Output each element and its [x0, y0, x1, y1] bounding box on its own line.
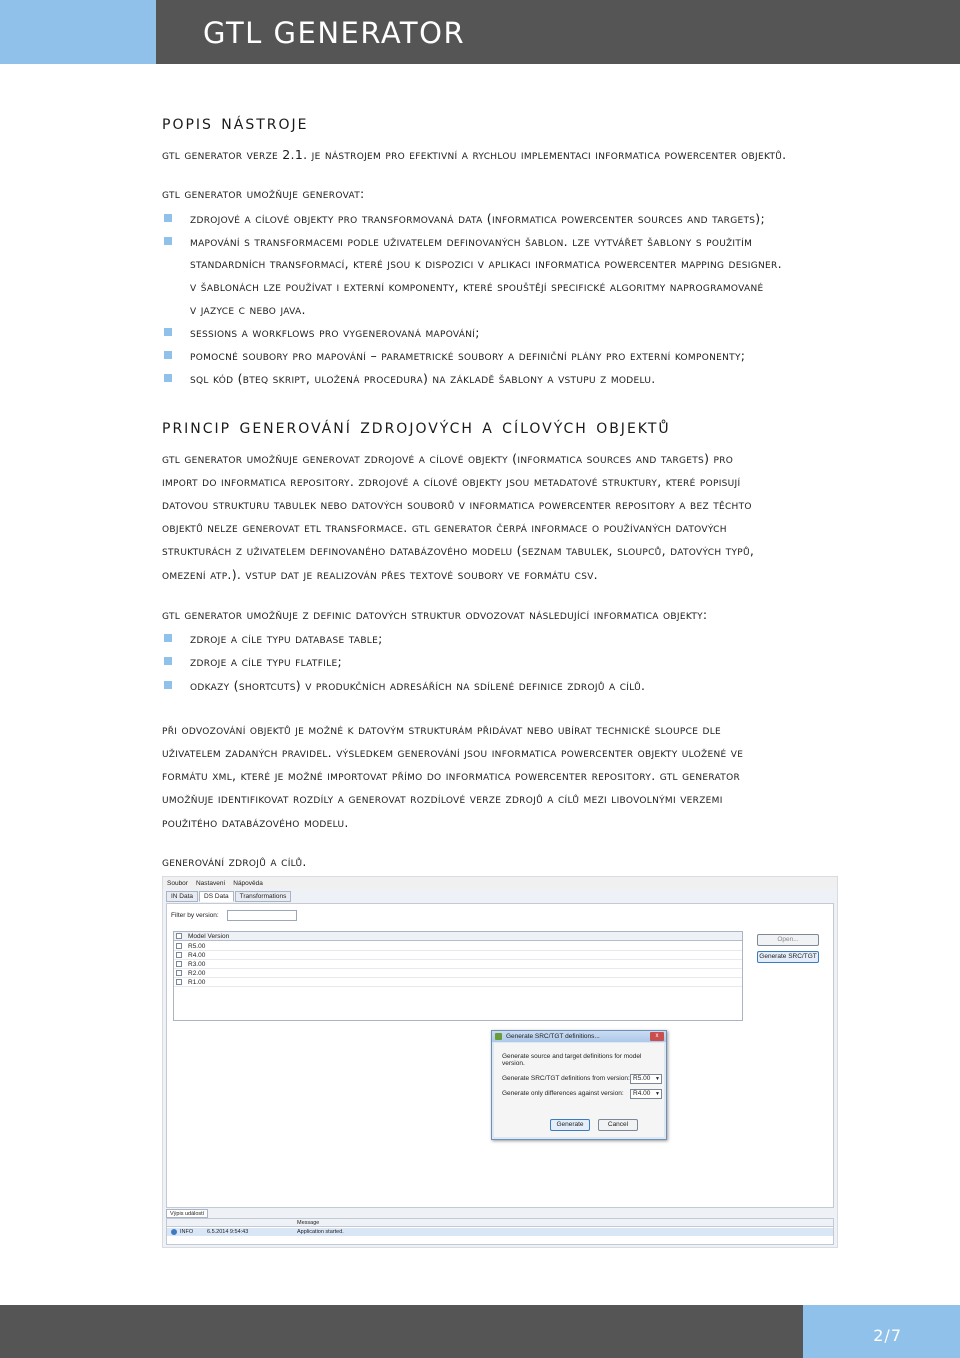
paragraph-line: datovou strukturu tabulek nebo datových souborů v informatica powercenter repository a bez těchto: [162, 497, 752, 512]
paragraph-line: import do informatica repository. zdrojové a cílové objekty jsou metadatové struktury, které popisují: [162, 474, 741, 489]
paragraph-line: omezení atp.). vstup dat je realizován přes textové soubory ve formátu csv.: [162, 567, 598, 582]
tab-strip: [166, 891, 291, 902]
chevron-down-icon: ▼: [655, 1091, 660, 1097]
paragraph-line: použitého databázového modelu.: [162, 815, 349, 830]
grid-header: [174, 932, 742, 941]
table-row[interactable]: R3.00: [174, 960, 742, 969]
tab-transformations[interactable]: Transformations: [235, 891, 292, 902]
menu-item-napoveda[interactable]: Nápověda: [233, 879, 263, 887]
ds-data-panel: [166, 903, 834, 1208]
diff-version-select[interactable]: R4.00 ▼: [630, 1089, 662, 1099]
from-version-select[interactable]: R5.00 ▼: [630, 1074, 662, 1084]
menu-bar: [163, 877, 837, 889]
info-icon: [171, 1229, 177, 1235]
menu-item-nastaveni[interactable]: Nastavení: [195, 879, 226, 887]
event-log-table: [166, 1218, 834, 1245]
chevron-down-icon: ▼: [655, 1076, 660, 1082]
table-row[interactable]: R1.00: [174, 978, 742, 987]
diff-version-label: Generate only differences against version:: [502, 1090, 624, 1097]
app-icon: [495, 1033, 502, 1040]
row-checkbox[interactable]: [176, 961, 182, 967]
generate-src-tgt-button[interactable]: Generate SRC/TGT: [757, 951, 819, 963]
header-accent: [0, 0, 156, 64]
table-row[interactable]: INFO 6.5.2014 9:54:43 Application started.: [167, 1228, 833, 1236]
dialog-body: [494, 1043, 664, 1137]
row-checkbox[interactable]: [176, 943, 182, 949]
log-header: [167, 1219, 833, 1227]
filter-version-input[interactable]: [227, 910, 297, 921]
list-intro: gtl generator umožňuje generovat:: [162, 186, 365, 201]
paragraph-line: formátu xml, které je možné importovat přímo do informatica powercenter repository. gtl generator: [162, 768, 741, 783]
dialog-generate-button[interactable]: Generate: [550, 1119, 590, 1131]
table-row[interactable]: R4.00: [174, 951, 742, 960]
from-version-label: Generate SRC/TGT definitions from version:: [502, 1075, 630, 1082]
grid-header-model-version: Model Version: [188, 933, 230, 940]
menu-item-soubor[interactable]: Soubor: [167, 879, 188, 887]
table-row[interactable]: R2.00: [174, 969, 742, 978]
bullet-square-icon: [164, 351, 172, 359]
bullet-square-icon: [164, 374, 172, 382]
dialog-cancel-button[interactable]: Cancel: [598, 1119, 638, 1131]
table-row[interactable]: R5.00: [174, 942, 742, 951]
paragraph-line: uživatelem zadaných pravidel. výsledkem generování jsou informatica powercenter objekty uložené ve: [162, 745, 744, 760]
event-log-panel: [166, 1213, 834, 1245]
page-number: 2/7: [873, 1326, 902, 1345]
model-version-grid: [173, 931, 743, 1021]
close-icon[interactable]: x: [650, 1032, 664, 1041]
bullet-square-icon: [164, 681, 172, 689]
footer-bar: [0, 1305, 803, 1358]
log-col-message: Message: [297, 1220, 320, 1226]
bullet-square-icon: [164, 634, 172, 642]
tab-ds-data[interactable]: DS Data: [199, 891, 234, 902]
generate-dialog: [491, 1030, 667, 1140]
section-heading-popis: popis nástroje: [162, 110, 309, 134]
figure-caption: generování zdrojů a cílů.: [162, 854, 307, 869]
select-all-checkbox[interactable]: [176, 933, 182, 939]
intro-paragraph: gtl generator verze 2.1. je nástrojem pro efektivní a rychlou implementaci informatica powercenter objektů.: [162, 147, 787, 162]
list-intro: gtl generator umožňuje z definic datových struktur odvozovat následující informatica objekty:: [162, 607, 708, 622]
open-button[interactable]: Open...: [757, 934, 819, 946]
bullet-square-icon: [164, 328, 172, 336]
paragraph-line: gtl generator umožňuje generovat zdrojové a cílové objekty (informatica sources and targets) pro: [162, 451, 734, 466]
bullet-square-icon: [164, 657, 172, 665]
page-header-title: GTL GENERATOR: [203, 16, 466, 50]
dialog-title: Generate SRC/TGT definitions...: [506, 1033, 600, 1040]
paragraph-line: umožňuje identifikovat rozdíly a generovat rozdílové verze zdrojů a cílů mezi libovolnými verzemi: [162, 791, 723, 806]
app-screenshot: [162, 876, 838, 1248]
paragraph-line: objektů nelze generovat etl transformace. gtl generator čerpá informace o používaných datových: [162, 520, 727, 535]
filter-label: Filter by version:: [171, 912, 219, 919]
row-checkbox[interactable]: [176, 970, 182, 976]
row-checkbox[interactable]: [176, 952, 182, 958]
dialog-title-bar: [492, 1031, 666, 1042]
row-checkbox[interactable]: [176, 979, 182, 985]
bullet-square-icon: [164, 237, 172, 245]
tab-event-log[interactable]: Výpis událostí: [166, 1209, 208, 1218]
section-heading-princip: princip generování zdrojových a cílových objektů: [162, 414, 671, 438]
paragraph-line: strukturách z uživatelem definovaného databázového modelu (seznam tabulek, sloupců, datových typů,: [162, 543, 755, 558]
paragraph-line: při odvozování objektů je možné k datovým strukturám přidávat nebo ubírat technické sloupce dle: [162, 722, 722, 737]
dialog-heading: Generate source and target definitions for model version.: [502, 1053, 642, 1067]
bullet-square-icon: [164, 214, 172, 222]
tab-in-data[interactable]: IN Data: [166, 891, 198, 902]
